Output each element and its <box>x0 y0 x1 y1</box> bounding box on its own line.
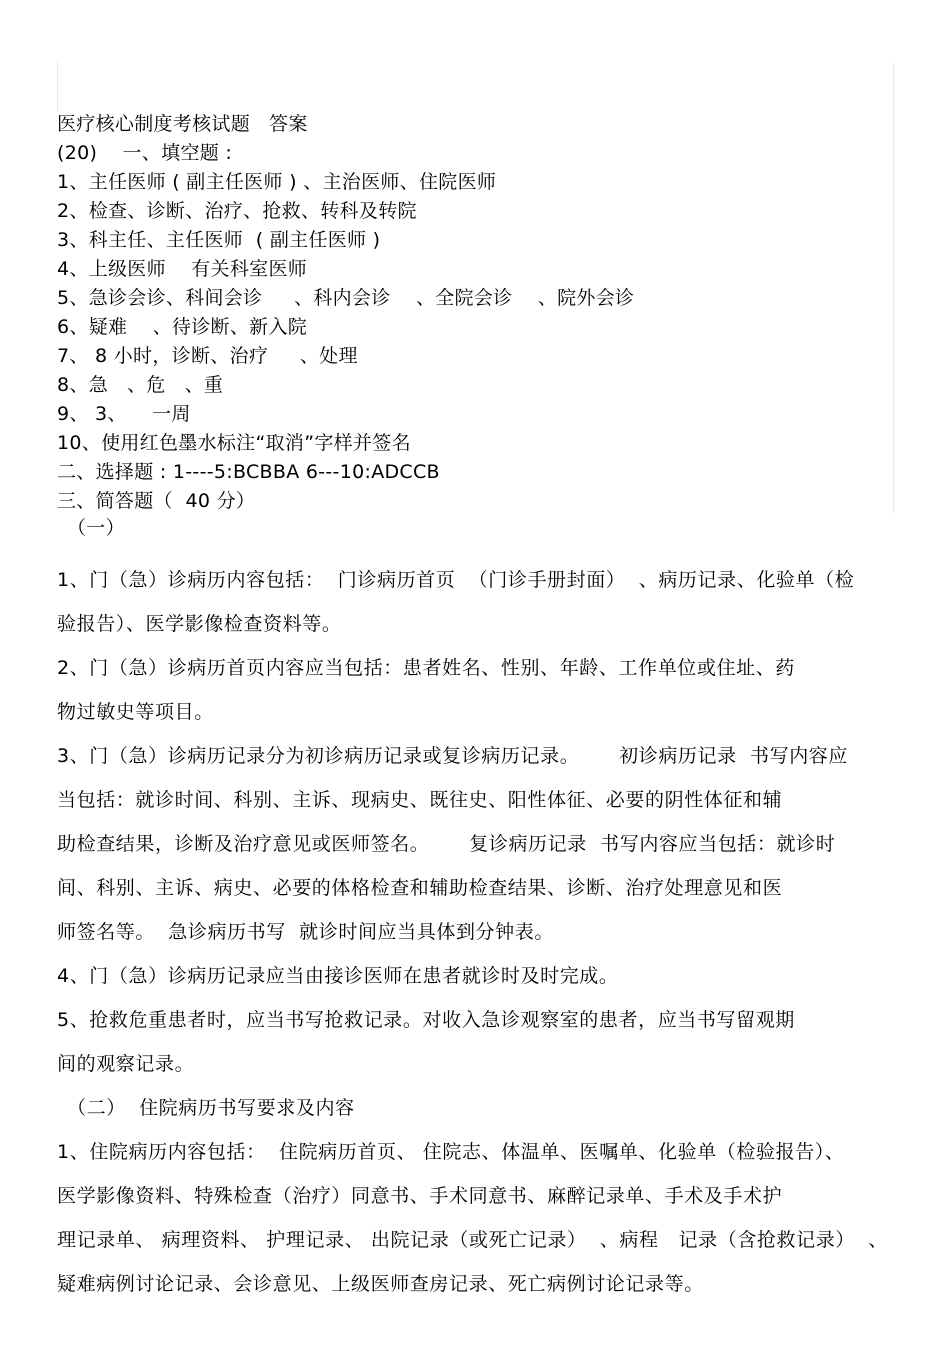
fill-answer-6: 6、疑难 、待诊断、新入院 <box>57 316 308 338</box>
page-frame-line-left <box>57 62 58 112</box>
fill-answer-8: 8、急 、危 、重 <box>57 374 224 396</box>
fill-answer-1: 1、主任医师 ( 副主任医师 ) 、主治医师、住院医师 <box>57 171 497 193</box>
short-answer-body <box>57 514 902 1306</box>
paragraph-line: 疑难病例讨论记录、会诊意见、上级医师查房记录、死亡病例讨论记录等。 <box>57 1273 704 1295</box>
paragraph-line: 当包括：就诊时间、科别、主诉、现病史、既往史、阳性体征、必要的阴性体征和辅 <box>57 789 783 811</box>
fill-answer-2: 2、检查、诊断、治疗、抢救、转科及转院 <box>57 200 417 222</box>
fill-answer-5: 5、急诊会诊、科间会诊 、科内会诊 、全院会诊 、院外会诊 <box>57 287 635 309</box>
paragraph-line: 理记录单、 病理资料、 护理记录、 出院记录（或死亡记录） 、病程 记录（含抢救记录） 、 <box>57 1229 888 1251</box>
part-two-heading: （二） 住院病历书写要求及内容 <box>67 1097 355 1119</box>
part-one-heading: （一） <box>67 517 125 539</box>
paragraph-line: 5、抢救危重患者时，应当书写抢救记录。对收入急诊观察室的患者，应当书写留观期 <box>57 1009 795 1031</box>
paragraph-line: 物过敏史等项目。 <box>57 701 214 723</box>
document-title: 医疗核心制度考核试题 答案 <box>57 113 308 135</box>
paragraph-line: 医学影像资料、特殊检查（治疗）同意书、手术同意书、麻醉记录单、手术及手术护 <box>57 1185 783 1207</box>
paragraph-line: 1、住院病历内容包括： 住院病历首页、 住院志、体温单、医嘱单、化验单（检验报告）、 <box>57 1141 845 1163</box>
paragraph-line: 2、门（急）诊病历首页内容应当包括：患者姓名、性别、年龄、工作单位或住址、药 <box>57 657 795 679</box>
paragraph-line: 3、门（急）诊病历记录分为初诊病历记录或复诊病历记录。 初诊病历记录 书写内容应 <box>57 745 849 767</box>
paragraph <box>57 954 902 998</box>
paragraph-line: 1、门（急）诊病历内容包括： 门诊病历首页 （门诊手册封面） 、病历记录、化验单（检 <box>57 569 855 591</box>
answer-key-block <box>57 110 897 516</box>
section-fill-blank-heading: (20) 一、填空题 : <box>57 142 233 164</box>
paragraph <box>57 998 902 1086</box>
section-choice-answers: 二、选择题 : 1----5:BCBBA 6---10:ADCCB <box>57 461 440 483</box>
paragraph-line: 师签名等。 急诊病历书写 就诊时间应当具体到分钟表。 <box>57 921 554 943</box>
paragraph-line: 间的观察记录。 <box>57 1053 195 1075</box>
paragraph <box>57 734 902 954</box>
paragraph-line: 间、科别、主诉、病史、必要的体格检查和辅助检查结果、诊断、治疗处理意见和医 <box>57 877 783 899</box>
fill-answer-4: 4、上级医师 有关科室医师 <box>57 258 308 280</box>
paragraph <box>57 1130 902 1306</box>
paragraph-line: 验报告）、医学影像检查资料等。 <box>57 613 342 635</box>
fill-answer-9: 9、 3、 一周 <box>57 403 191 425</box>
fill-answer-3: 3、科主任、主任医师 ( 副主任医师 ) <box>57 229 381 251</box>
fill-answer-10: 10、使用红色墨水标注“取消”字样并签名 <box>57 432 411 454</box>
section-short-answer-heading: 三、简答题（ 40 分） <box>57 490 256 512</box>
paragraph <box>57 646 902 734</box>
paragraph-line: 助检查结果，诊断及治疗意见或医师签名。 复诊病历记录 书写内容应当包括：就诊时 <box>57 833 836 855</box>
paragraph-line: 4、门（急）诊病历记录应当由接诊医师在患者就诊时及时完成。 <box>57 965 619 987</box>
fill-answer-7: 7、 8 小时，诊断、治疗 、处理 <box>57 345 358 367</box>
paragraph <box>57 558 902 646</box>
